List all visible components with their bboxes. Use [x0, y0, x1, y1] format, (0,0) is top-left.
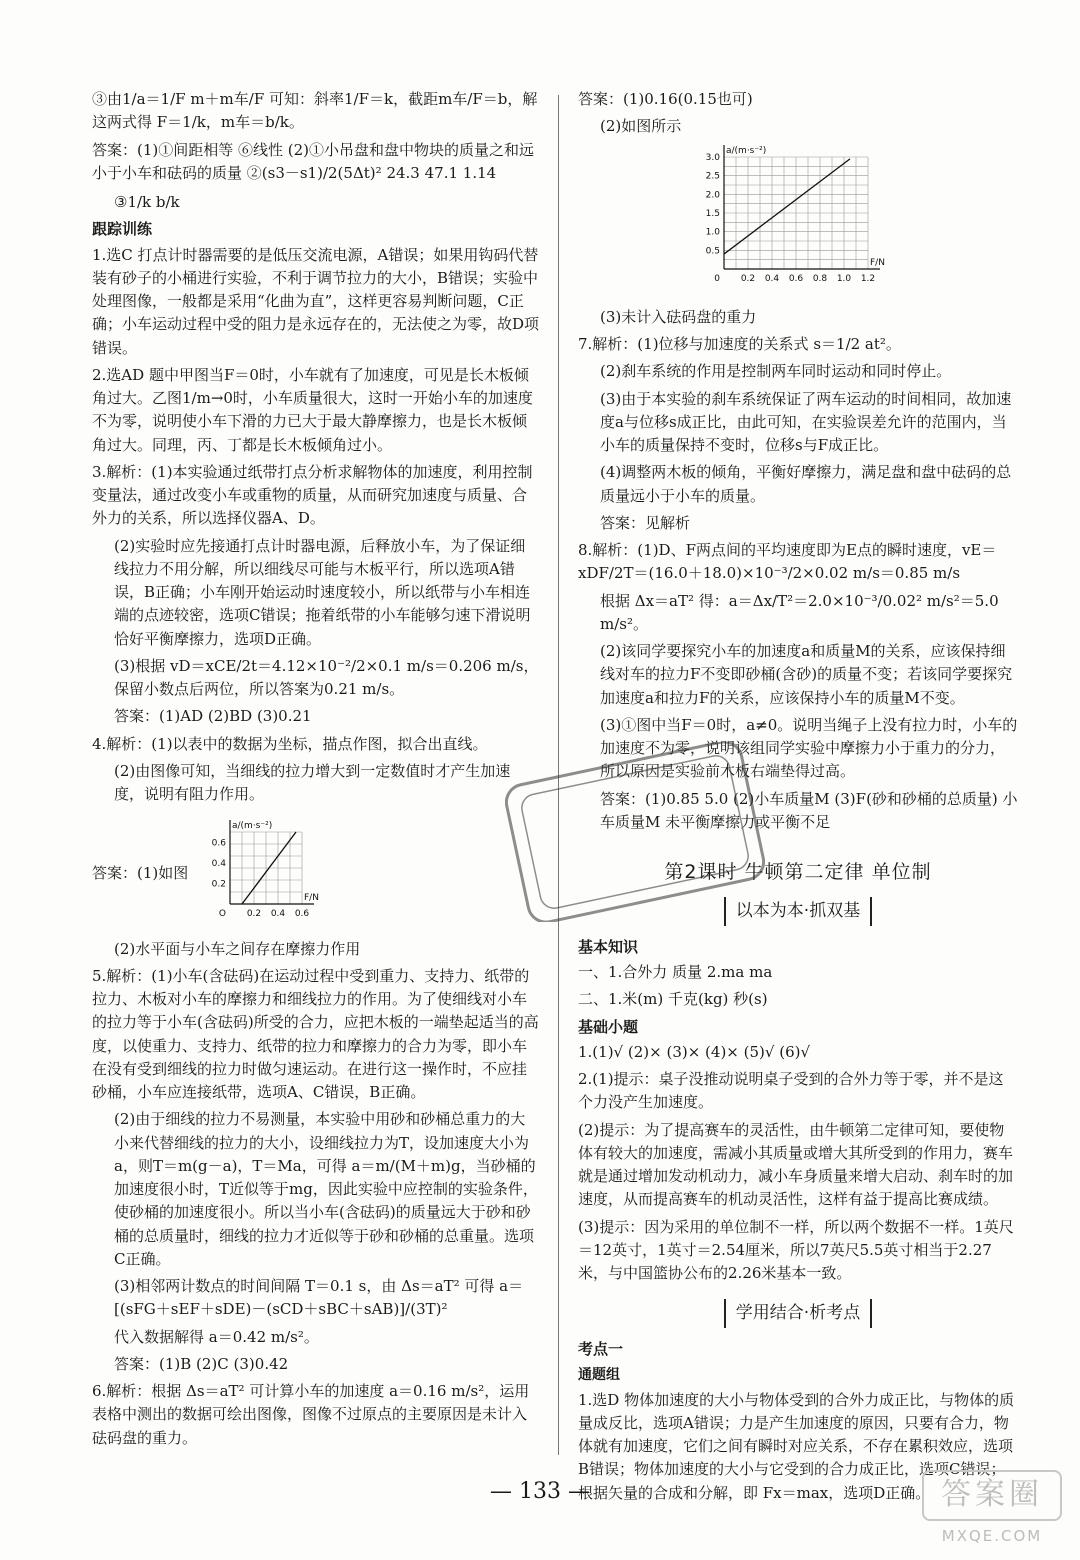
- y-axis-label: a/(m·s⁻²): [232, 821, 273, 832]
- x-tick-label: 0.2: [740, 273, 756, 284]
- question-3c: (3)根据 vD＝xCE/2t＝4.12×10⁻²/2×0.1 m/s＝0.206 m/s，保留小数点后两位，所以答案为0.21 m/s。: [114, 656, 539, 698]
- origin-label: O: [219, 909, 227, 920]
- x-tick-label: 0.2: [247, 909, 262, 920]
- question-2: 2.选AD 题中甲图当F＝0时，小车就有了加速度，可见是长木板倾角过大。乙图1/m→0时，小车质量很大，这时一开始小车的加速度不为零，说明使小车下滑的力已大于最大静摩擦力，也是长木板倾角过大。同理，丙、丁都是长木板倾角过小。: [92, 365, 533, 454]
- x-axis-label: F/N: [304, 893, 320, 904]
- x-tick-label: 1.0: [836, 273, 852, 284]
- watermark: [922, 1470, 1062, 1548]
- banner-basics: [578, 897, 1018, 925]
- y-tick-label: 2.5: [705, 171, 720, 182]
- basic-knowledge-2: 二、1.米(m) 千克(kg) 秒(s): [578, 990, 768, 1009]
- question-5c: (3)相邻两计数点的时间间隔 T＝0.1 s，由 Δs＝aT² 可得 a＝[(sFG＋sEF＋sDE)－(sCD＋sBC＋sAB)]/(3T)²: [114, 1277, 524, 1319]
- y-tick-label: 2.0: [705, 189, 720, 200]
- answer-3: (3)未计入砝码盘的重力: [600, 307, 757, 326]
- page-number: — 133 —: [490, 1479, 590, 1504]
- answer-1: 答案：(1)①间距相等 ⑥线性 (2)①小吊盘和盘中物块的质量之和远小于小车和砝码的质量 ②(s3－s1)/2(5Δt)² 24.3 47.1 1.14: [92, 140, 535, 182]
- watermark-logo: 答案圈: [922, 1470, 1062, 1521]
- x-tick-label: 0.4: [764, 273, 780, 284]
- answer-top: 答案：(1)0.16(0.15也可): [578, 90, 753, 108]
- intro-text: ③由1/a＝1/F m＋m车/F 可知：斜率1/F＝k，截距m车/F＝b，解这两式得 F＝1/k，m车＝b/k。: [92, 90, 538, 132]
- banner-exam-points: [578, 1299, 1018, 1327]
- y-tick-label: 1.0: [705, 227, 720, 238]
- question-7-answer: 答案：见解析: [600, 513, 691, 532]
- question-1: 1.选C 打点计时器需要的是低压交流电源，A错误；如果用钩码代替装有砂子的小桶进行实验，不利于调节拉力的大小，B错误；实验中处理图像，一般都是采用“化曲为直”，这样更容易判断问题，C正确；小车运动过程中受的阻力是永远存在的，无法使之为零，故D项错误。: [92, 245, 540, 357]
- section-question-group: 通题组: [578, 1366, 620, 1383]
- section-exam-point-1: 考点一: [578, 1339, 624, 1358]
- left-column: [92, 88, 540, 1454]
- question-4a: 4.解析：(1)以表中的数据为坐标，描点作图，拟合出直线。: [92, 734, 488, 753]
- question-3a: 3.解析：(1)本实验通过纸带打点分析求解物体的加速度，利用控制变量法，通过改变小车或重物的质量，从而研究加速度与质量、合外力的关系，所以选择仪器A、D。: [92, 462, 533, 528]
- question-8c: (2)该同学要探究小车的加速度a和质量M的关系，应该保持细线对车的拉力F不变即砂桶(含砂)的质量不变；若该同学要探究加速度a和拉力F的关系，应该保持小车的质量M不变。: [600, 642, 1013, 707]
- y-tick-label: 0.2: [211, 879, 227, 890]
- chart-q4: [200, 814, 320, 931]
- question-8b: 根据 Δx＝aT² 得：a＝Δx/T²＝2.0×10⁻³/0.02² m/s²＝5.0 m/s²。: [600, 591, 999, 633]
- banner-basics-text: 以本为本·抓双基: [724, 897, 872, 925]
- question-5-answer: 答案：(1)B (2)C (3)0.42: [114, 1354, 289, 1373]
- series-line: [724, 158, 850, 253]
- answer-1b: ③1/k b/k: [114, 193, 180, 211]
- chart-q6: [688, 143, 1018, 300]
- watermark-url: MXQE.COM: [941, 1526, 1043, 1545]
- column-divider: [558, 95, 559, 1455]
- x-tick-label: 0.6: [788, 273, 804, 284]
- section-basic-knowledge: 基本知识: [578, 937, 639, 956]
- question-5b: (2)由于细线的拉力不易测量，本实验中用砂和砂桶总重力的大小来代替细线的拉力的大小，设细线拉力为T，设加速度大小为a，则T＝m(g－a)，T＝Ma，可得 a＝m/(M＋m)g，当砂桶的加速度很小时，T近似等于mg，因此实验中应控制的实验条件，使砂桶的加速度很小。所以当小车(含砝码)的质量远大于砂和砂桶的总质量时，细线的拉力才近似等于砂和砂桶的总重量。选项C正确。: [114, 1110, 538, 1268]
- question-7c: (3)由于本实验的刹车系统保证了两车运动的时间相同，故加速度a与位移s成正比，由此可知，在实验误差允许的范围内，当小车的质量保持不变时，位移s与F成正比。: [600, 389, 1012, 454]
- x-axis-label: F/N: [870, 257, 885, 268]
- question-8a: 8.解析：(1)D、F两点间的平均速度即为E点的瞬时速度，vE＝xDF/2T＝(16.0＋18.0)×10⁻³/2×0.02 m/s＝0.85 m/s: [578, 541, 997, 583]
- basic-question-3: (2)提示：为了提高赛车的灵活性，由牛顿第二定律可知，要使物体有较大的加速度，需减小其质量或增大其所受到的作用力，赛车就是通过增加发动机动力，减小车身质量来增大启动、刹车时的加速度，从而提高赛车的机动灵活性，这样有益于提高比赛成绩。: [578, 1120, 1014, 1209]
- section-follow-training: 跟踪训练: [92, 220, 153, 239]
- question-7a: 7.解析：(1)位移与加速度的关系式 s＝1/2 at²。: [578, 335, 901, 353]
- lesson-title: 第2课时 牛顿第二定律 单位制: [664, 861, 932, 883]
- question-3-answer: 答案：(1)AD (2)BD (3)0.21: [114, 707, 312, 726]
- figure-caption: (2)如图所示: [600, 117, 682, 136]
- question-6: 6.解析：根据 Δs＝aT² 可计算小车的加速度 a＝0.16 m/s²，运用表格中测出的数据可绘出图像，图像不过原点的主要原因是未计入砝码盘的重力。: [92, 1382, 530, 1447]
- x-tick-label: 0.4: [271, 909, 286, 920]
- question-4-answer-2: (2)水平面与小车之间存在摩擦力作用: [114, 939, 361, 958]
- basic-question-1: 1.(1)√ (2)× (3)× (4)× (5)√ (6)√: [578, 1042, 811, 1061]
- basic-knowledge-1: 一、1.合外力 质量 2.ma ma: [578, 963, 773, 982]
- y-tick-label: 0.5: [705, 245, 720, 256]
- chart-q6-svg: [688, 143, 888, 293]
- basic-question-4: (3)提示：因为采用的单位制不一样，所以两个数据不一样。1英尺＝12英寸，1英寸＝2.54厘米，所以7英尺5.5英寸相当于2.27米，与中国篮协公布的2.26米基本一致。: [578, 1217, 1014, 1283]
- y-tick-label: 3.0: [705, 152, 720, 163]
- right-column: [578, 88, 1018, 1509]
- question-7d: (4)调整两木板的倾角，平衡好摩擦力，满足盘和盘中砝码的总质量远小于小车的质量。: [600, 463, 1012, 505]
- y-tick-label: 0.4: [211, 859, 227, 870]
- chart-q4-svg: [200, 814, 320, 924]
- origin-label: 0: [714, 273, 720, 284]
- y-tick-label: 0.6: [211, 838, 227, 849]
- question-4b: (2)由图像可知，当细线的拉力增大到一定数值时才产生加速度，说明有阻力作用。: [114, 761, 511, 803]
- basic-question-2: 2.(1)提示：桌子没推动说明桌子受到的合外力等于零，并不是这个力没产生加速度。: [578, 1070, 1004, 1112]
- question-3b: (2)实验时应先接通打点计时器电源，后释放小车，为了保证细线拉力不用分解，所以细线尽可能与木板平行，所以选项A错误，B正确；小车刚开始运动时速度较小，所以纸带与小车相连端的点迹较密，选项C错误；拖着纸带的小车能够匀速下滑说明恰好平衡摩擦力，选项D正确。: [114, 536, 531, 648]
- y-tick-label: 1.5: [705, 208, 720, 219]
- question-4-answer-label: 答案：(1)如图: [92, 864, 189, 883]
- x-tick-label: 0.6: [295, 909, 310, 920]
- exam-point-1-question-1: 1.选D 物体加速度的大小与物体受到的合外力成正比，与物体的质量成反比，选项A错误；力是产生加速度的原因，只要有合力，物体就有加速度，它们之间有瞬时对应关系，不存在累积效应，选项B错误；物体加速度的大小与它受到的合力成正比，选项C错误；根据矢量的合成和分解，即 Fx＝max，选项D正确。: [578, 1390, 1015, 1502]
- x-tick-label: 1.2: [860, 273, 876, 284]
- question-8d: (3)①图中当F＝0时，a≠0。说明当绳子上没有拉力时，小车的加速度不为零，说明该组同学实验中摩擦力小于重力的分力，所以原因是实验前木板右端垫得过高。: [600, 715, 1018, 781]
- x-tick-label: 0.8: [812, 273, 828, 284]
- section-basic-questions: 基础小题: [578, 1017, 639, 1036]
- question-5a: 5.解析：(1)小车(含砝码)在运动过程中受到重力、支持力、纸带的拉力、木板对小车的摩擦力和细线拉力的作用。为了使细线对小车的拉力等于小车(含砝码)所受的合力，应把木板的一端垫起适当的高度，以使重力、支持力、纸带的拉力和摩擦力的合力为零，即小车在没有受到细线的拉力时做匀速运动。在进行这一操作时，不应挂砂桶，小车应连接纸带，选项A、C错误，B正确。: [92, 966, 539, 1101]
- question-8-answer: 答案：(1)0.85 5.0 (2)小车质量M (3)F(砂和砂桶的总质量) 小车质量M 未平衡摩擦力或平衡不足: [600, 789, 1018, 831]
- question-5d: 代入数据解得 a＝0.42 m/s²。: [114, 1327, 319, 1346]
- y-axis-label: a/(m·s⁻²): [726, 145, 767, 156]
- question-7b: (2)刹车系统的作用是控制两车同时运动和同时停止。: [600, 362, 952, 381]
- banner-exam-points-text: 学用结合·析考点: [724, 1299, 872, 1327]
